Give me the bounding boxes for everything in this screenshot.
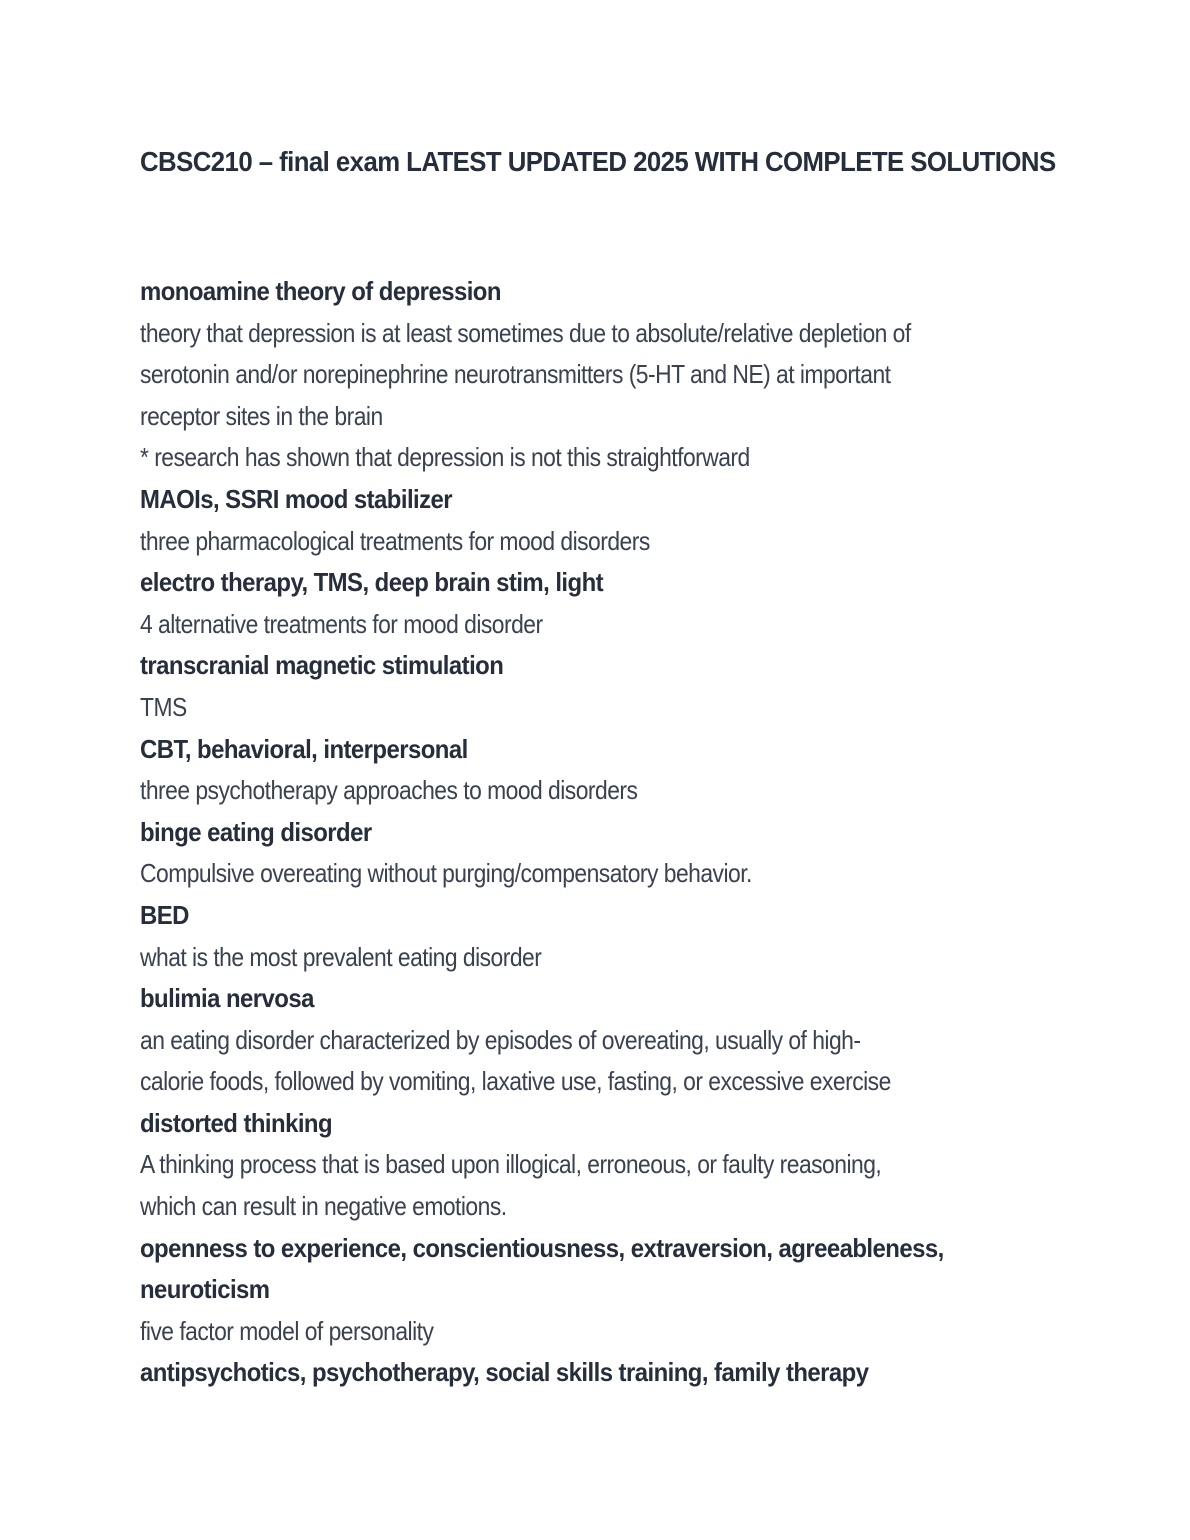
definition: three psychotherapy approaches to mood disorders (140, 775, 638, 806)
definition: an eating disorder characterized by episodes of overeating, usually of high- calorie foods, followed by vomiting, laxative use, fasting, or excessive exercise (140, 1024, 891, 1097)
definition: Compulsive overeating without purging/compensatory behavior. (140, 858, 752, 889)
flashcard-entry (140, 812, 1060, 895)
term: electro therapy, TMS, deep brain stim, light (140, 567, 604, 598)
term: transcranial magnetic stimulation (140, 650, 504, 681)
term: BED (140, 899, 189, 930)
term: bulimia nervosa (140, 983, 314, 1014)
term: MAOIs, SSRI mood stabilizer (140, 483, 453, 514)
definition: A thinking process that is based upon illogical, erroneous, or faulty reasoning, which can result in negative emotions. (140, 1149, 882, 1222)
flashcard-entry (140, 479, 1060, 562)
definition: three pharmacological treatments for mood disorders (140, 525, 650, 556)
term: antipsychotics, psychotherapy, social skills training, family therapy (140, 1357, 869, 1388)
flashcard-entry (140, 271, 1060, 479)
term: monoamine theory of depression (140, 276, 501, 306)
document-page (140, 140, 1060, 1394)
document-title: CBSC210 – final exam LATEST UPDATED 2025 WITH COMPLETE SOLUTIONS (140, 146, 1056, 177)
flashcard-entry (140, 978, 1060, 1103)
definition: theory that depression is at least sometimes due to absolute/relative depletion of serotonin and/or norepinephrine neurotransmitters (5-HT and NE) at important receptor sites in the brain * research has shown that depression is not this straightforward (140, 317, 911, 473)
term: openness to experience, conscientiousness, extraversion, agreeableness, neuroticism (140, 1232, 944, 1305)
flashcard-entry (140, 1352, 1060, 1394)
term: binge eating disorder (140, 816, 372, 847)
flashcard-list (140, 271, 1060, 1394)
flashcard-entry (140, 729, 1060, 812)
flashcard-entry (140, 1103, 1060, 1228)
flashcard-entry (140, 645, 1060, 728)
term: distorted thinking (140, 1107, 333, 1138)
flashcard-entry (140, 895, 1060, 978)
definition: what is the most prevalent eating disorder (140, 941, 542, 972)
flashcard-entry (140, 1228, 1060, 1353)
definition: 4 alternative treatments for mood disorder (140, 608, 543, 639)
term: CBT, behavioral, interpersonal (140, 733, 468, 764)
definition: five factor model of personality (140, 1315, 434, 1346)
definition: TMS (140, 691, 187, 722)
flashcard-entry (140, 562, 1060, 645)
